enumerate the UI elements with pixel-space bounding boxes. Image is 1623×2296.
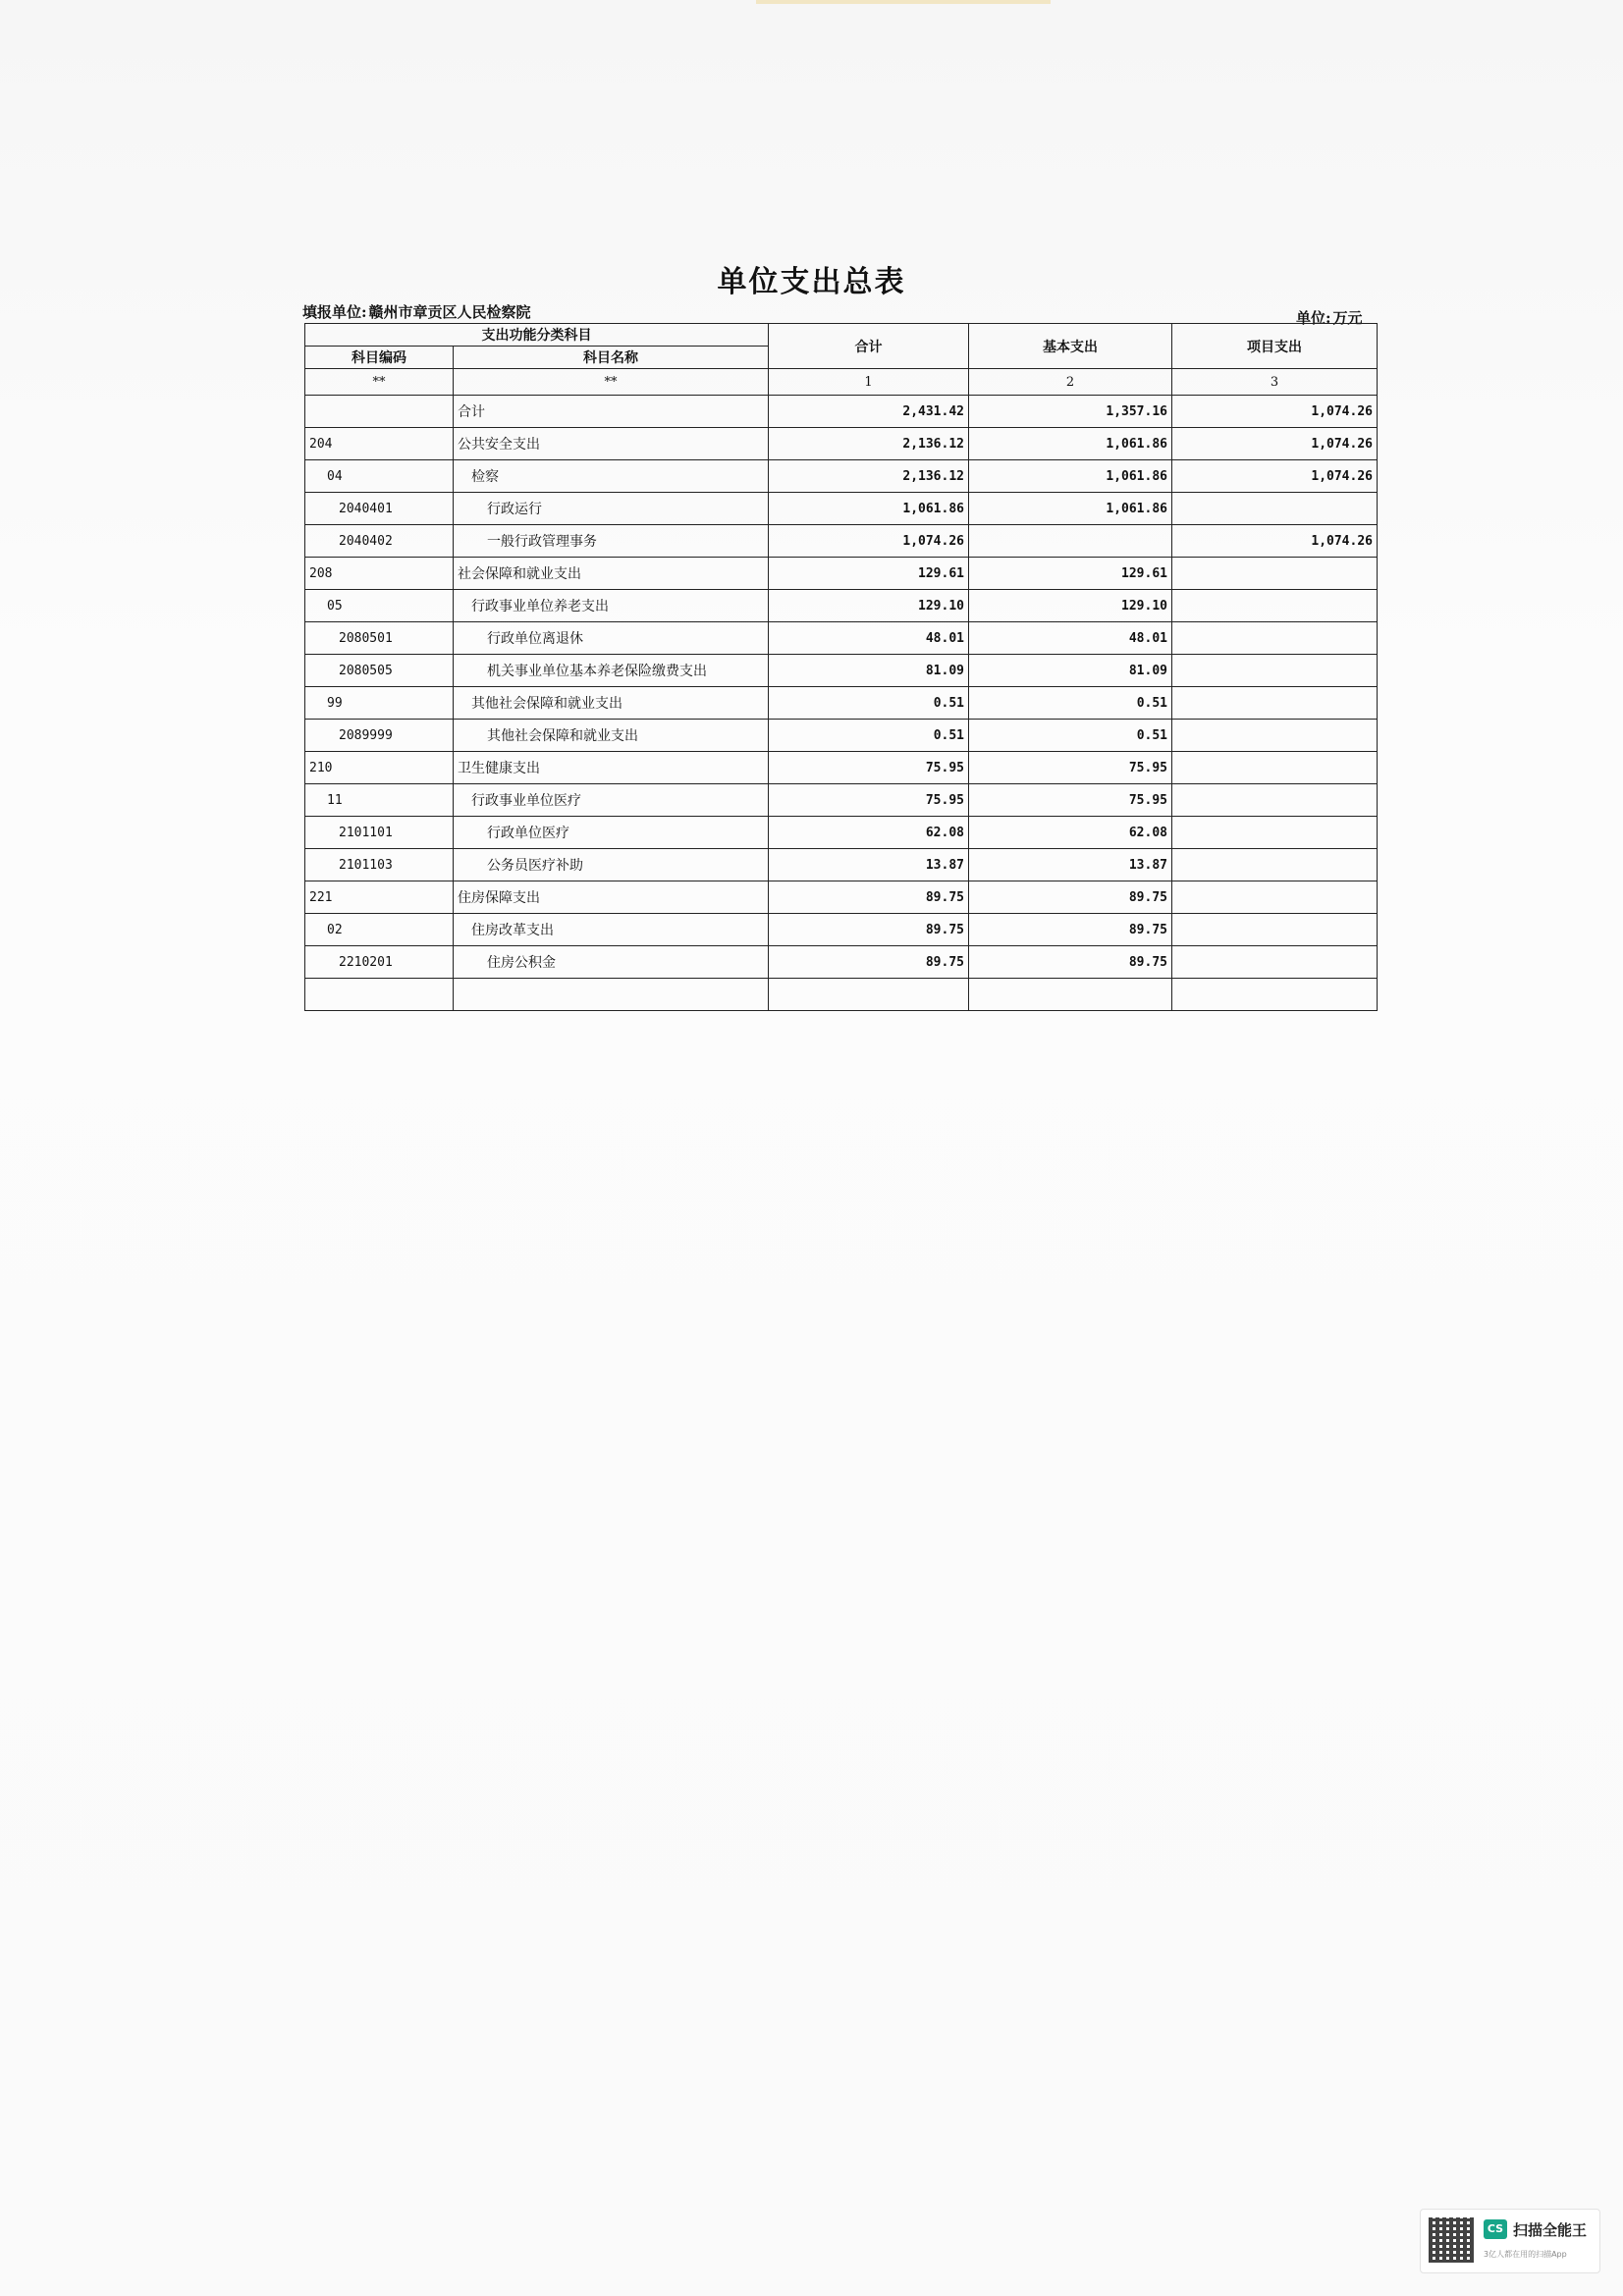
row-name: 住房公积金 [454,946,769,979]
row-basic: 1,061.86 [969,460,1172,493]
row-name [454,979,769,1011]
table-row [305,460,1378,493]
row-total: 89.75 [769,946,969,979]
row-project [1172,558,1378,590]
fill-unit-label: 填报单位: [302,303,367,321]
camscanner-tagline: 3亿人都在用的扫描App [1484,2250,1567,2259]
row-name: 行政单位医疗 [454,817,769,849]
row-total: 89.75 [769,914,969,946]
row-total: 48.01 [769,622,969,655]
row-project [1172,946,1378,979]
index-cell: 3 [1172,369,1378,396]
row-project [1172,622,1378,655]
row-project [1172,720,1378,752]
row-code: 2210201 [305,946,454,979]
table-row [305,914,1378,946]
row-basic: 129.10 [969,590,1172,622]
table-row [305,622,1378,655]
table-row [305,655,1378,687]
table-row [305,849,1378,881]
row-total: 0.51 [769,687,969,720]
row-basic: 75.95 [969,752,1172,784]
row-project [1172,687,1378,720]
row-name: 行政事业单位养老支出 [454,590,769,622]
row-basic: 89.75 [969,914,1172,946]
row-total: 75.95 [769,784,969,817]
row-basic: 0.51 [969,720,1172,752]
row-total: 0.51 [769,720,969,752]
table-row [305,979,1378,1011]
index-row [305,369,1378,396]
table-row [305,784,1378,817]
row-project [1172,817,1378,849]
row-total: 13.87 [769,849,969,881]
row-total: 2,136.12 [769,460,969,493]
row-code: 2040401 [305,493,454,525]
row-total: 1,061.86 [769,493,969,525]
row-basic: 89.75 [969,946,1172,979]
row-project [1172,590,1378,622]
row-code: 99 [305,687,454,720]
camscanner-badge [1420,2209,1600,2273]
table-row [305,525,1378,558]
fill-unit-value: 赣州市章贡区人民检察院 [368,303,531,321]
row-basic [969,979,1172,1011]
header-basic: 基本支出 [969,324,1172,369]
row-name: 其他社会保障和就业支出 [454,687,769,720]
row-project [1172,784,1378,817]
row-code: 210 [305,752,454,784]
page-title: 单位支出总表 [717,265,906,299]
row-name: 住房保障支出 [454,881,769,914]
row-basic [969,525,1172,558]
scan-edge-mark [756,0,1051,4]
row-total: 81.09 [769,655,969,687]
row-total: 129.10 [769,590,969,622]
row-basic: 81.09 [969,655,1172,687]
row-code: 204 [305,428,454,460]
row-code: 04 [305,460,454,493]
row-name: 一般行政管理事务 [454,525,769,558]
index-cell: ** [305,369,454,396]
row-code: 11 [305,784,454,817]
row-basic: 0.51 [969,687,1172,720]
table-row [305,590,1378,622]
row-project [1172,881,1378,914]
row-project [1172,655,1378,687]
fill-unit [302,301,531,322]
row-code: 2101103 [305,849,454,881]
index-cell: 1 [769,369,969,396]
row-total: 2,431.42 [769,396,969,428]
row-basic: 48.01 [969,622,1172,655]
row-total: 75.95 [769,752,969,784]
table-row [305,396,1378,428]
row-name: 行政单位离退休 [454,622,769,655]
table-row [305,687,1378,720]
row-code: 208 [305,558,454,590]
row-total [769,979,969,1011]
row-code: 02 [305,914,454,946]
row-code [305,979,454,1011]
row-name: 住房改革支出 [454,914,769,946]
header-name: 科目名称 [454,347,769,369]
row-basic: 13.87 [969,849,1172,881]
row-code: 221 [305,881,454,914]
row-code: 2080505 [305,655,454,687]
table-row [305,881,1378,914]
row-basic: 75.95 [969,784,1172,817]
row-basic: 1,061.86 [969,428,1172,460]
row-code: 05 [305,590,454,622]
row-total: 129.61 [769,558,969,590]
row-name: 卫生健康支出 [454,752,769,784]
row-basic: 89.75 [969,881,1172,914]
header-code: 科目编码 [305,347,454,369]
table-row [305,558,1378,590]
index-cell: ** [454,369,769,396]
header-project: 项目支出 [1172,324,1378,369]
row-project: 1,074.26 [1172,396,1378,428]
row-code: 2080501 [305,622,454,655]
table-row [305,720,1378,752]
table-row [305,428,1378,460]
row-name: 行政事业单位医疗 [454,784,769,817]
table-row [305,493,1378,525]
money-unit-value: 万元 [1332,309,1363,327]
row-name: 公共安全支出 [454,428,769,460]
row-name: 其他社会保障和就业支出 [454,720,769,752]
row-project [1172,493,1378,525]
row-code [305,396,454,428]
row-code: 2101101 [305,817,454,849]
row-name: 机关事业单位基本养老保险缴费支出 [454,655,769,687]
row-project: 1,074.26 [1172,460,1378,493]
table-row [305,946,1378,979]
row-total: 1,074.26 [769,525,969,558]
row-basic: 1,357.16 [969,396,1172,428]
header-total: 合计 [769,324,969,369]
expenditure-table [304,323,1378,1011]
row-project: 1,074.26 [1172,525,1378,558]
camscanner-logo: CS [1484,2219,1507,2239]
row-project [1172,752,1378,784]
row-project [1172,979,1378,1011]
table-row [305,817,1378,849]
row-total: 89.75 [769,881,969,914]
row-project [1172,849,1378,881]
row-name: 公务员医疗补助 [454,849,769,881]
index-cell: 2 [969,369,1172,396]
row-project: 1,074.26 [1172,428,1378,460]
camscanner-name: 扫描全能王 [1513,2221,1588,2239]
row-name: 检察 [454,460,769,493]
row-project [1172,914,1378,946]
header-function-group: 支出功能分类科目 [305,324,769,347]
row-name: 行政运行 [454,493,769,525]
row-basic: 1,061.86 [969,493,1172,525]
row-total: 2,136.12 [769,428,969,460]
row-name: 合计 [454,396,769,428]
row-name: 社会保障和就业支出 [454,558,769,590]
row-total: 62.08 [769,817,969,849]
row-basic: 129.61 [969,558,1172,590]
money-unit-label: 单位: [1296,309,1331,327]
table-row [305,752,1378,784]
row-basic: 62.08 [969,817,1172,849]
row-code: 2040402 [305,525,454,558]
qr-code-icon [1429,2217,1474,2263]
row-code: 2089999 [305,720,454,752]
